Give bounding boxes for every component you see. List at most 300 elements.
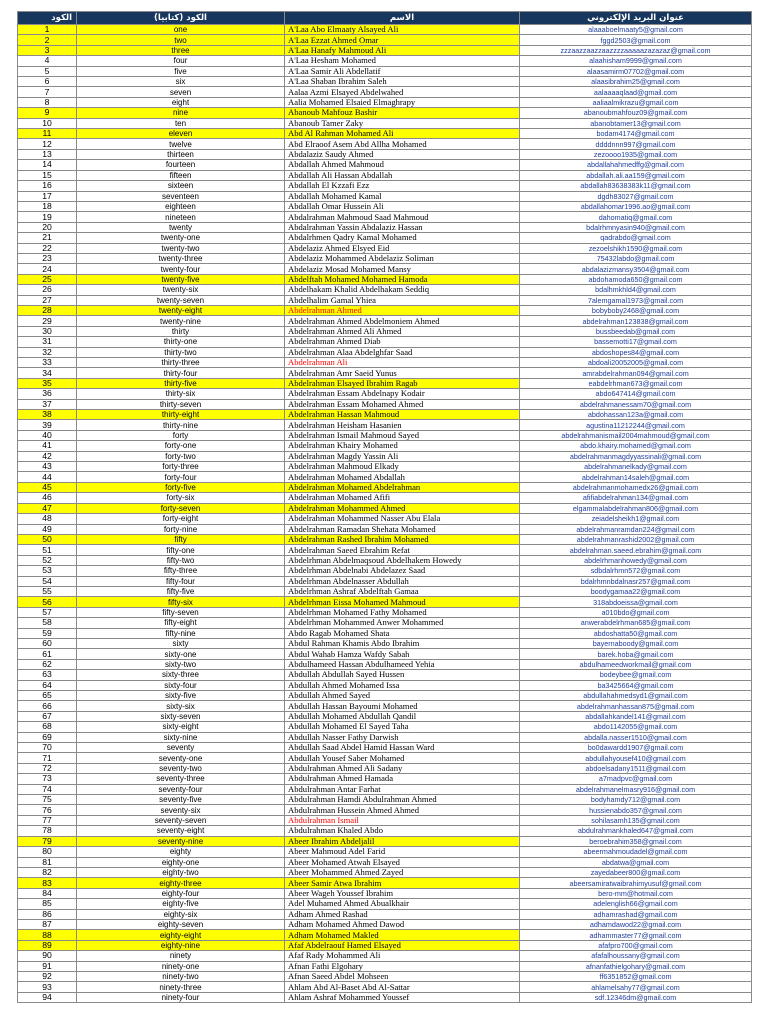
email-cell: afifiabdelrahman134@gmail.com — [520, 493, 752, 503]
email-cell: abdalla.nasser1510@gmail.com — [520, 732, 752, 742]
code-words-cell: seventy-six — [77, 805, 285, 815]
code-cell: 44 — [18, 472, 77, 482]
name-cell: A'Laa Abo Elmaaty Alsayed Ali — [285, 25, 520, 35]
email-cell: bdalhmkhld4@gmail.com — [520, 285, 752, 295]
name-cell: Abdelrhman Mohammed Anwer Mohammed — [285, 618, 520, 628]
table-row — [18, 722, 752, 732]
name-cell: Abdullah Yousef Saber Mohamed — [285, 753, 520, 763]
table-row — [18, 982, 752, 992]
code-words-cell: seven — [77, 87, 285, 97]
code-cell: 37 — [18, 399, 77, 409]
name-cell: Abdelaziz Mohammed Abdelaziz Soliman — [285, 253, 520, 263]
name-cell: Abeer Mohammed Ahmed Zayed — [285, 867, 520, 877]
name-cell: Abdelrahman Hassan Mahmoud — [285, 410, 520, 420]
code-words-cell: sixty-two — [77, 659, 285, 669]
email-cell: abdoshopes84@gmail.com — [520, 347, 752, 357]
code-words-cell: sixty-four — [77, 680, 285, 690]
code-words-cell: sixty-eight — [77, 722, 285, 732]
table-row — [18, 139, 752, 149]
table-row — [18, 243, 752, 253]
email-cell: sohilasamh135@gmail.com — [520, 815, 752, 825]
code-words-cell: one — [77, 25, 285, 35]
table-row — [18, 77, 752, 87]
code-cell: 60 — [18, 638, 77, 648]
code-cell: 66 — [18, 701, 77, 711]
table-row — [18, 462, 752, 472]
name-cell: Abdulhameed Hassan Abdulhameed Yehia — [285, 659, 520, 669]
code-words-cell: eighty-five — [77, 899, 285, 909]
code-words-cell: eight — [77, 97, 285, 107]
code-cell: 82 — [18, 867, 77, 877]
table-row — [18, 212, 752, 222]
name-cell: Abdelrahman Essam Mohamed Ahmed — [285, 399, 520, 409]
name-cell: Abeer Ibrahim Abdeljalil — [285, 836, 520, 846]
name-cell: Abdelhalim Gamal Yhiea — [285, 295, 520, 305]
code-cell: 13 — [18, 149, 77, 159]
code-words-cell: forty-one — [77, 441, 285, 451]
name-cell: Abdul Wahab Hamza Wafdy Sabah — [285, 649, 520, 659]
name-cell: Abdo Ragab Mohamed Shata — [285, 628, 520, 638]
code-cell: 76 — [18, 805, 77, 815]
code-cell: 81 — [18, 857, 77, 867]
email-cell: zeiadelsheikh1@gmail.com — [520, 514, 752, 524]
table-row — [18, 389, 752, 399]
email-cell: a010bdo@gmail.com — [520, 607, 752, 617]
code-cell: 50 — [18, 534, 77, 544]
table-row — [18, 743, 752, 753]
code-cell: 74 — [18, 784, 77, 794]
email-cell: alaahisham9999@gmail.com — [520, 56, 752, 66]
table-row — [18, 763, 752, 773]
table-row — [18, 524, 752, 534]
email-cell: abdelrahmanmagdyyassinali@gmail.com — [520, 451, 752, 461]
email-cell: abdatwa@gmail.com — [520, 857, 752, 867]
code-cell: 93 — [18, 982, 77, 992]
code-words-cell: three — [77, 45, 285, 55]
email-cell: abdelrahmanismail2004mahmoud@gmail.com — [520, 430, 752, 440]
name-cell: Abdelrahman Amr Saeid Yunus — [285, 368, 520, 378]
code-words-cell: five — [77, 66, 285, 76]
code-cell: 92 — [18, 971, 77, 981]
name-cell: Ahlam Ashraf Mohammed Youssef — [285, 992, 520, 1002]
email-cell: abdelrahmanhassan875@gmail.com — [520, 701, 752, 711]
name-cell: Abdulrahman Hamdi Abdulrahman Ahmed — [285, 795, 520, 805]
code-cell: 75 — [18, 795, 77, 805]
code-words-cell: fifty-four — [77, 576, 285, 586]
name-cell: Adham Mohamed Makled — [285, 930, 520, 940]
code-words-cell: twenty-seven — [77, 295, 285, 305]
table-row — [18, 129, 752, 139]
email-cell: zezoooo1935@gmail.com — [520, 149, 752, 159]
code-words-cell: eleven — [77, 129, 285, 139]
email-cell: adhamdawod22@gmail.com — [520, 919, 752, 929]
code-cell: 25 — [18, 274, 77, 284]
table-row — [18, 805, 752, 815]
code-cell: 6 — [18, 77, 77, 87]
table-row — [18, 514, 752, 524]
table-row — [18, 35, 752, 45]
email-cell: dgdh83027@gmail.com — [520, 191, 752, 201]
email-cell: abdoali20052005@gmail.com — [520, 358, 752, 368]
table-row — [18, 899, 752, 909]
name-cell: Afaf Abdelraouf Hamed Elsayed — [285, 940, 520, 950]
name-cell: Abdulrahman Ismail — [285, 815, 520, 825]
table-row — [18, 295, 752, 305]
table-row — [18, 847, 752, 857]
email-cell: bayernaboody@gmail.com — [520, 638, 752, 648]
code-cell: 49 — [18, 524, 77, 534]
table-row — [18, 774, 752, 784]
code-words-cell: twelve — [77, 139, 285, 149]
name-cell: Abdelrhman Abdelmaqsoud Abdelhakem Howedy — [285, 555, 520, 565]
code-cell: 53 — [18, 566, 77, 576]
code-cell: 72 — [18, 763, 77, 773]
name-cell: Abdelrahman Rashed Ibrahim Mohamed — [285, 534, 520, 544]
code-cell: 40 — [18, 430, 77, 440]
name-cell: Abdelftah Mohamed Mohamed Hamoda — [285, 274, 520, 284]
email-cell: 75432labdo@gmail.com — [520, 253, 752, 263]
code-words-cell: sixty-one — [77, 649, 285, 659]
email-cell: bodyhamdy712@gmail.com — [520, 795, 752, 805]
code-words-cell: thirty-five — [77, 378, 285, 388]
name-cell: Abdelhakam Khalid Abdelhakam Seddiq — [285, 285, 520, 295]
name-cell: Aalaa Azmi Elsayed Abdelwahed — [285, 87, 520, 97]
code-cell: 36 — [18, 389, 77, 399]
code-words-cell: forty-eight — [77, 514, 285, 524]
table-row — [18, 87, 752, 97]
code-words-cell: twenty-four — [77, 264, 285, 274]
name-cell: Abdelrahman Saeed Ebrahim Refat — [285, 545, 520, 555]
code-cell: 47 — [18, 503, 77, 513]
email-cell: abanoubmahfouz09@gmail.com — [520, 108, 752, 118]
code-cell: 29 — [18, 316, 77, 326]
code-cell: 65 — [18, 691, 77, 701]
email-cell: zayedabeer800@gmail.com — [520, 867, 752, 877]
table-row — [18, 597, 752, 607]
table-row — [18, 503, 752, 513]
code-cell: 77 — [18, 815, 77, 825]
code-cell: 21 — [18, 233, 77, 243]
email-cell: abdelrahmanelkady@gmail.com — [520, 462, 752, 472]
email-cell: barek.hoba@gmail.com — [520, 649, 752, 659]
code-cell: 54 — [18, 576, 77, 586]
table-row — [18, 358, 752, 368]
header-code: الكود — [18, 12, 77, 25]
code-words-cell: twenty-nine — [77, 316, 285, 326]
code-words-cell: nineteen — [77, 212, 285, 222]
name-cell: Adham Mohamed Ahmed Dawod — [285, 919, 520, 929]
email-cell: abdelrahmanramdan224@gmail.com — [520, 524, 752, 534]
email-cell: afafpro700@gmail.com — [520, 940, 752, 950]
code-cell: 70 — [18, 743, 77, 753]
table-row — [18, 826, 752, 836]
table-row — [18, 534, 752, 544]
table-row — [18, 607, 752, 617]
table-row — [18, 576, 752, 586]
code-cell: 38 — [18, 410, 77, 420]
email-cell: abeersamiratwaibrahimyusuf@gmail.com — [520, 878, 752, 888]
table-row — [18, 368, 752, 378]
table-row — [18, 930, 752, 940]
code-cell: 62 — [18, 659, 77, 669]
code-cell: 68 — [18, 722, 77, 732]
email-cell: ahlamelsahy77@gmail.com — [520, 982, 752, 992]
table-row — [18, 628, 752, 638]
name-cell: Abdelrahman Mohamed Abdallah — [285, 472, 520, 482]
email-cell: abdelrahmanelmasry916@gmail.com — [520, 784, 752, 794]
code-words-cell: thirteen — [77, 149, 285, 159]
name-cell: Abdelrahman Ramadan Shehata Mohamed — [285, 524, 520, 534]
code-cell: 45 — [18, 482, 77, 492]
table-row — [18, 670, 752, 680]
code-cell: 34 — [18, 368, 77, 378]
table-row — [18, 441, 752, 451]
name-cell: Abdelrahman Ahmed — [285, 305, 520, 315]
name-cell: Abdelrhman Abdelnasser Abdullah — [285, 576, 520, 586]
table-row — [18, 472, 752, 482]
email-cell: dahomatiq@gmail.com — [520, 212, 752, 222]
name-cell: Abdullah Hassan Bayoumi Mohamed — [285, 701, 520, 711]
table-row — [18, 201, 752, 211]
code-words-cell: twenty-five — [77, 274, 285, 284]
code-words-cell: ninety-two — [77, 971, 285, 981]
table-row — [18, 545, 752, 555]
name-cell: Abdulrahman Antar Farhat — [285, 784, 520, 794]
code-cell: 1 — [18, 25, 77, 35]
name-cell: Abdullah Nasser Fathy Darwish — [285, 732, 520, 742]
name-cell: Abdallah El Kzzafi Ezz — [285, 181, 520, 191]
code-cell: 26 — [18, 285, 77, 295]
table-row — [18, 680, 752, 690]
name-cell: Abdulrahman Khaled Abdo — [285, 826, 520, 836]
code-words-cell: sixty-five — [77, 691, 285, 701]
name-cell: Abdul Rahman Khamis Abdo Ibrahim — [285, 638, 520, 648]
table-row — [18, 971, 752, 981]
email-cell: abdelrahman123838@gmail.com — [520, 316, 752, 326]
table-row — [18, 992, 752, 1002]
email-cell: abdalazizmansy3504@gmail.com — [520, 264, 752, 274]
table-row — [18, 638, 752, 648]
name-cell: Aalia Mohamed Elsaied Elmaghrapy — [285, 97, 520, 107]
email-cell: fggd2503@gmail.com — [520, 35, 752, 45]
code-words-cell: thirty-four — [77, 368, 285, 378]
code-words-cell: forty-four — [77, 472, 285, 482]
name-cell: Abdullah Abdullah Sayed Hussen — [285, 670, 520, 680]
code-cell: 17 — [18, 191, 77, 201]
name-cell: Abdelrahman Mohammed Ahmed — [285, 503, 520, 513]
code-cell: 12 — [18, 139, 77, 149]
email-cell: abdallahomar1996.ao@gmail.com — [520, 201, 752, 211]
email-cell: sdbdalrhmn572@gmail.com — [520, 566, 752, 576]
table-row — [18, 659, 752, 669]
name-cell: Adel Muhamed Ahmed Abualkhair — [285, 899, 520, 909]
name-cell: Abdelrhman Ashraf Abdelftah Gamaa — [285, 586, 520, 596]
code-words-cell: eighty-one — [77, 857, 285, 867]
table-row — [18, 951, 752, 961]
code-cell: 23 — [18, 253, 77, 263]
code-words-cell: ninety-three — [77, 982, 285, 992]
table-row — [18, 222, 752, 232]
code-cell: 10 — [18, 118, 77, 128]
email-cell: abdallahahmedffg@gmail.com — [520, 160, 752, 170]
email-cell: bodam4174@gmail.com — [520, 129, 752, 139]
email-cell: alaasibrahim25@gmail.com — [520, 77, 752, 87]
name-cell: A'Laa Ezzat Ahmed Omar — [285, 35, 520, 45]
code-cell: 43 — [18, 462, 77, 472]
email-cell: amrabdelrahman094@gmail.com — [520, 368, 752, 378]
email-cell: qadrabdo@gmail.com — [520, 233, 752, 243]
table-row — [18, 795, 752, 805]
table-row — [18, 586, 752, 596]
name-cell: Afnan Fathi Elgohary — [285, 961, 520, 971]
header-row — [18, 12, 752, 25]
table-row — [18, 264, 752, 274]
email-cell: abdohassan123a@gmail.com — [520, 410, 752, 420]
name-cell: Abdallah Ahmed Mahmoud — [285, 160, 520, 170]
code-cell: 22 — [18, 243, 77, 253]
email-cell: ba3425664@gmail.com — [520, 680, 752, 690]
header-code-words: الكود (كتابيا) — [77, 12, 285, 25]
code-words-cell: seventy-two — [77, 763, 285, 773]
table-row — [18, 56, 752, 66]
name-cell: Abdulrahman Hussein Ahmed Ahmed — [285, 805, 520, 815]
code-words-cell: seventy-one — [77, 753, 285, 763]
name-cell: Abdulrahman Ahmed Ali Sadany — [285, 763, 520, 773]
table-row — [18, 618, 752, 628]
name-cell: A'Laa Hesham Mohamed — [285, 56, 520, 66]
code-words-cell: fifty-eight — [77, 618, 285, 628]
code-cell: 88 — [18, 930, 77, 940]
code-words-cell: thirty-three — [77, 358, 285, 368]
code-words-cell: seventy-four — [77, 784, 285, 794]
code-cell: 20 — [18, 222, 77, 232]
code-words-cell: thirty-nine — [77, 420, 285, 430]
header-email: عنوان البريد الإلكتروني — [520, 12, 752, 25]
email-cell: boodygamaa22@gmail.com — [520, 586, 752, 596]
table-row — [18, 555, 752, 565]
email-cell: anwerabdelrhman685@gmail.com — [520, 618, 752, 628]
code-words-cell: fifty-six — [77, 597, 285, 607]
code-words-cell: sixty-nine — [77, 732, 285, 742]
code-words-cell: thirty-seven — [77, 399, 285, 409]
name-cell: Abdelaziz Mosad Mohamed Mansy — [285, 264, 520, 274]
email-cell: abdelrahmanrashid2002@gmail.com — [520, 534, 752, 544]
email-cell: beroebrahim358@gmail.com — [520, 836, 752, 846]
code-cell: 31 — [18, 337, 77, 347]
code-words-cell: two — [77, 35, 285, 45]
code-words-cell: eighteen — [77, 201, 285, 211]
code-cell: 14 — [18, 160, 77, 170]
code-words-cell: seventy-seven — [77, 815, 285, 825]
code-words-cell: fifty-nine — [77, 628, 285, 638]
name-cell: Abdelrahman Essam Abdelnapy Kodair — [285, 389, 520, 399]
code-cell: 56 — [18, 597, 77, 607]
code-words-cell: forty-two — [77, 451, 285, 461]
code-words-cell: ten — [77, 118, 285, 128]
code-words-cell: eighty-seven — [77, 919, 285, 929]
table-row — [18, 451, 752, 461]
name-cell: Abdelaziz Ahmed Elsyed Eid — [285, 243, 520, 253]
code-cell: 52 — [18, 555, 77, 565]
name-cell: Abdelrahman Heisham Hasanien — [285, 420, 520, 430]
code-cell: 83 — [18, 878, 77, 888]
code-cell: 4 — [18, 56, 77, 66]
name-cell: Abeer Mohamed Atwah Elsayed — [285, 857, 520, 867]
name-cell: Abdullah Ahmed Sayed — [285, 691, 520, 701]
email-cell: aalaaaaqlaad@gmail.com — [520, 87, 752, 97]
code-cell: 33 — [18, 358, 77, 368]
code-words-cell: fifty-three — [77, 566, 285, 576]
code-words-cell: sixty-six — [77, 701, 285, 711]
table-row — [18, 170, 752, 180]
table-row — [18, 836, 752, 846]
email-cell: abdallahkandel141@gmail.com — [520, 711, 752, 721]
name-cell: Abdullah Mohamed Abdullah Qandil — [285, 711, 520, 721]
email-cell: abdallah.ali.aa159@gmail.com — [520, 170, 752, 180]
code-words-cell: eighty-four — [77, 888, 285, 898]
code-words-cell: fourteen — [77, 160, 285, 170]
name-cell: Abanoub Tamer Zaky — [285, 118, 520, 128]
code-words-cell: eighty-three — [77, 878, 285, 888]
name-cell: Abd Al Rahman Mohamed Ali — [285, 129, 520, 139]
email-cell: ddddnnn997@gmail.com — [520, 139, 752, 149]
code-words-cell: sixty — [77, 638, 285, 648]
email-cell: 7alemgamal1973@gmail.com — [520, 295, 752, 305]
code-words-cell: nine — [77, 108, 285, 118]
name-cell: Abdelrahman Ali — [285, 358, 520, 368]
code-words-cell: twenty-one — [77, 233, 285, 243]
code-cell: 30 — [18, 326, 77, 336]
table-row — [18, 711, 752, 721]
code-words-cell: fifty-five — [77, 586, 285, 596]
name-cell: Abdelrahman Ahmed Diab — [285, 337, 520, 347]
code-words-cell: thirty-one — [77, 337, 285, 347]
code-words-cell: eighty-two — [77, 867, 285, 877]
code-words-cell: thirty-two — [77, 347, 285, 357]
email-cell: elgammalabdelrahman806@gmail.com — [520, 503, 752, 513]
code-cell: 78 — [18, 826, 77, 836]
table-row — [18, 691, 752, 701]
code-cell: 63 — [18, 670, 77, 680]
name-cell: A'Laa Hanafy Mahmoud Ali — [285, 45, 520, 55]
email-cell: abdelrhmanhowedy@gmail.com — [520, 555, 752, 565]
email-cell: zezoelshikh1590@gmail.com — [520, 243, 752, 253]
code-words-cell: twenty — [77, 222, 285, 232]
code-words-cell: sixteen — [77, 181, 285, 191]
email-cell: adhamrashad@gmail.com — [520, 909, 752, 919]
name-cell: Abanoub Mahfouz Bashir — [285, 108, 520, 118]
table-row — [18, 337, 752, 347]
table-row — [18, 160, 752, 170]
code-cell: 57 — [18, 607, 77, 617]
email-cell: bassemotti17@gmail.com — [520, 337, 752, 347]
header-name: الاسم — [285, 12, 520, 25]
name-cell: Abdelrahman Khairy Mohamed — [285, 441, 520, 451]
table-row — [18, 149, 752, 159]
name-cell: Abdelrahman Magdy Yassin Ali — [285, 451, 520, 461]
email-cell: abdelrahman14saleh@gmail.com — [520, 472, 752, 482]
code-cell: 41 — [18, 441, 77, 451]
code-cell: 32 — [18, 347, 77, 357]
table-row — [18, 430, 752, 440]
code-cell: 35 — [18, 378, 77, 388]
table-row — [18, 482, 752, 492]
email-cell: abdo.khairy.mohamed@gmail.com — [520, 441, 752, 451]
name-cell: Abdalaziz Saudy Ahmed — [285, 149, 520, 159]
code-cell: 58 — [18, 618, 77, 628]
email-cell: abdelrahman.saeed.ebrahim@gmail.com — [520, 545, 752, 555]
name-cell: Abdelrhman Eissa Mohamed Mahmoud — [285, 597, 520, 607]
